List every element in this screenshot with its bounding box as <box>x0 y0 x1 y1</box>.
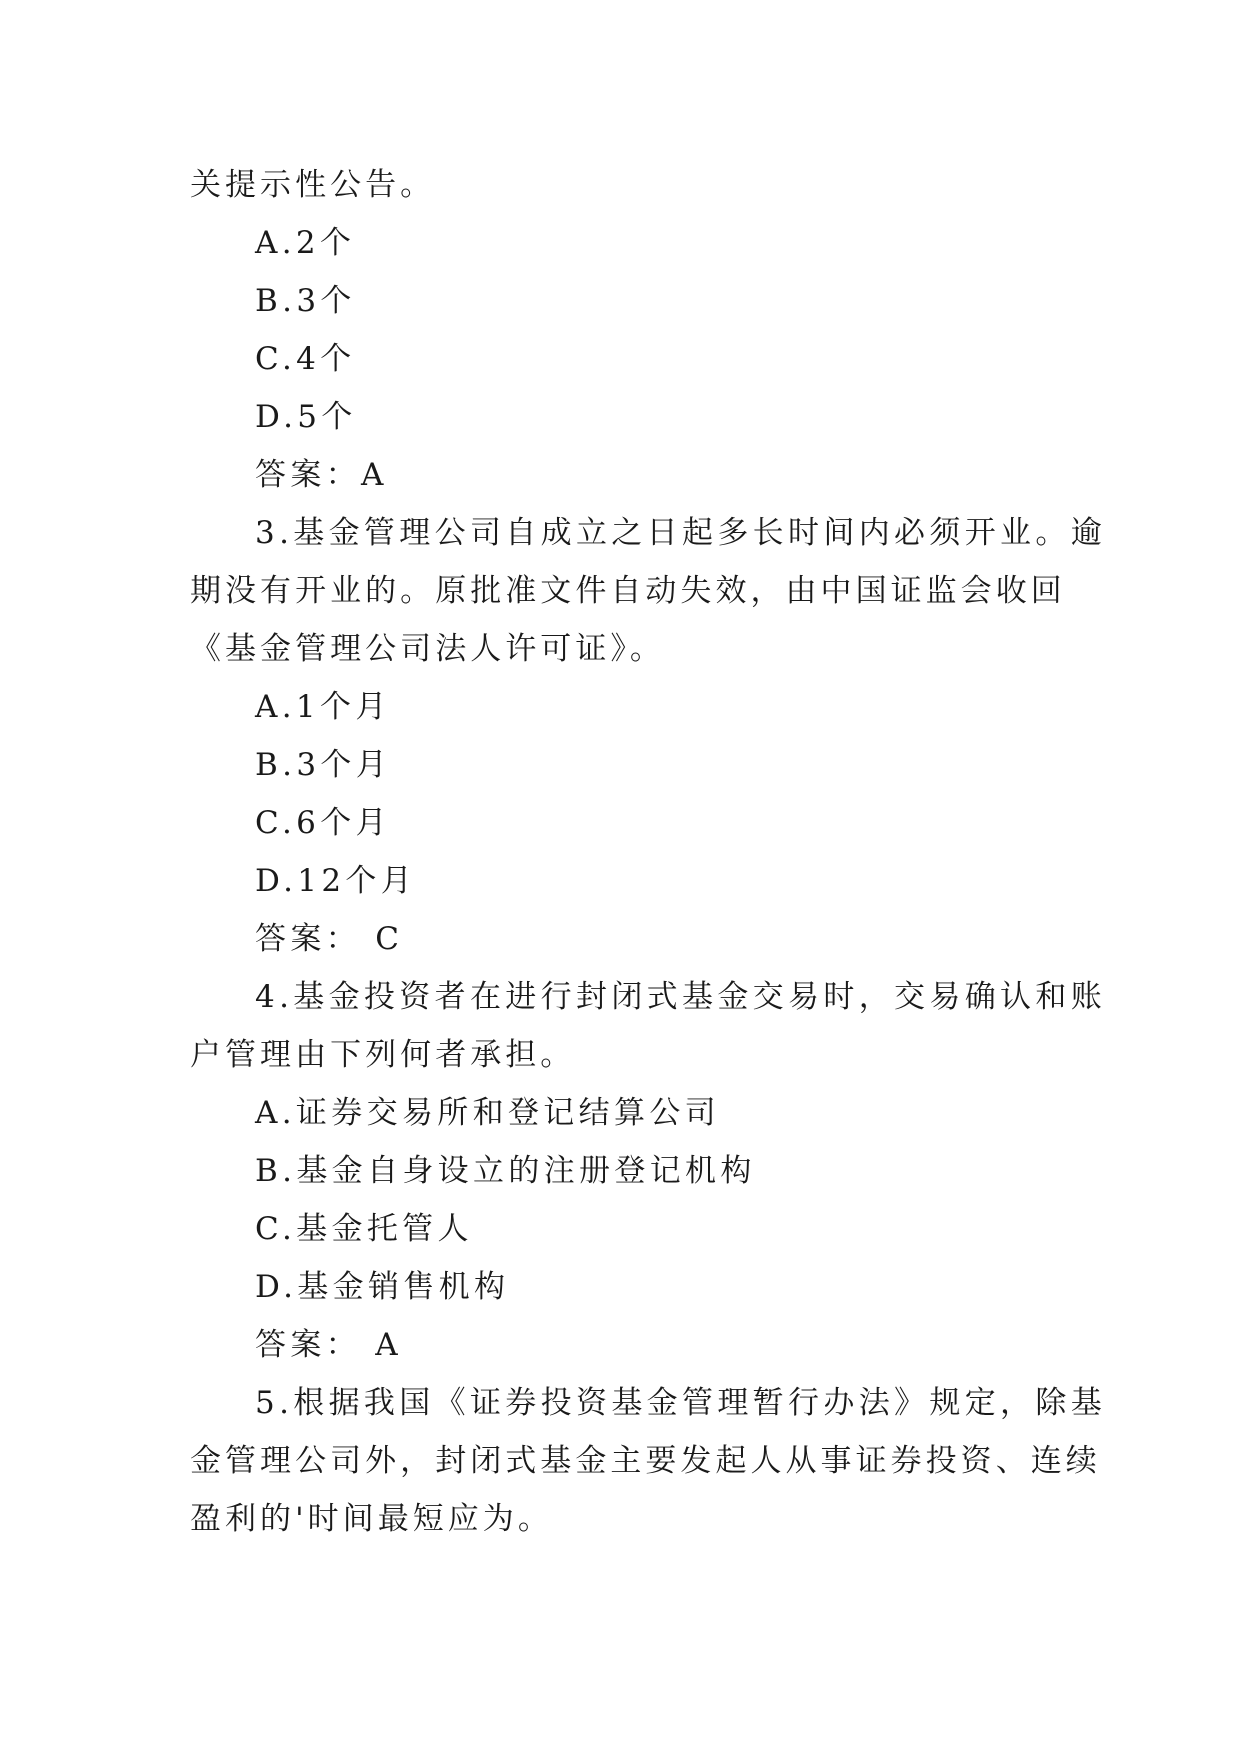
question-2-option-a: A.2个 <box>255 225 356 261</box>
question-5-stem-line-3: 盈利的'时间最短应为。 <box>190 1501 553 1537</box>
question-4-answer: 答案： A <box>255 1327 402 1363</box>
question-3-stem-line-2: 期没有开业的。原批准文件自动失效，由中国证监会收回 <box>190 573 1066 609</box>
question-3-option-a: A.1个月 <box>255 689 391 725</box>
question-4-option-a: A.证券交易所和登记结算公司 <box>255 1095 720 1131</box>
question-2-option-b: B.3个 <box>255 283 356 319</box>
question-3-option-d: D.12个月 <box>255 863 417 899</box>
question-5-stem-line-2: 金管理公司外，封闭式基金主要发起人从事证券投资、连续 <box>190 1443 1101 1479</box>
question-3-option-c: C.6个月 <box>255 805 391 841</box>
question-5-stem-line-1: 5.根据我国《证券投资基金管理暂行办法》规定，除基 <box>255 1385 1107 1421</box>
question-4-option-b: B.基金自身设立的注册登记机构 <box>255 1153 756 1189</box>
question-2-option-d: D.5个 <box>255 399 357 435</box>
question-2-option-c: C.4个 <box>255 341 356 377</box>
question-4-option-d: D.基金销售机构 <box>255 1269 510 1305</box>
question-3-stem-line-1: 3.基金管理公司自成立之日起多长时间内必须开业。逾 <box>255 515 1107 551</box>
question-3-answer: 答案： C <box>255 921 404 957</box>
question-3-option-b: B.3个月 <box>255 747 392 783</box>
question-2-stem-end: 关提示性公告。 <box>190 167 436 203</box>
question-4-stem-line-1: 4.基金投资者在进行封闭式基金交易时，交易确认和账 <box>255 979 1107 1015</box>
question-2-answer: 答案：A <box>255 457 388 493</box>
question-4-stem-line-2: 户管理由下列何者承担。 <box>190 1037 576 1073</box>
question-4-option-c: C.基金托管人 <box>255 1211 473 1247</box>
question-3-stem-line-3: 《基金管理公司法人许可证》。 <box>190 631 665 667</box>
